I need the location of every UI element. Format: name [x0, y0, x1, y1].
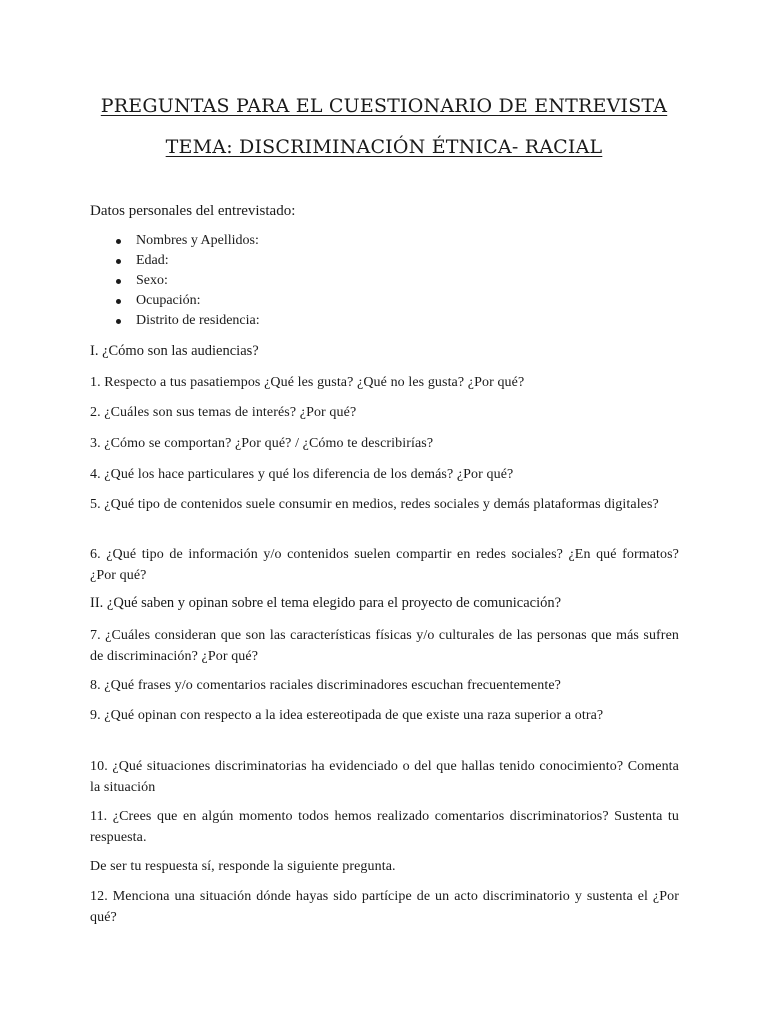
document-title-text: PREGUNTAS PARA EL CUESTIONARIO DE ENTREVISTA: [100, 95, 668, 117]
list-item-label: Nombres y Apellidos:: [136, 233, 259, 248]
document-title: [0, 95, 768, 117]
list-item-label: Distrito de residencia:: [136, 313, 260, 328]
question-7: 7. ¿Cuáles consideran que son las características físicas y/o culturales de las personas que más sufren de discriminación? ¿Por qué?: [90, 628, 679, 664]
document-subtitle: [0, 136, 768, 158]
list-item: [90, 271, 260, 291]
list-item: [90, 231, 260, 251]
list-item-label: Edad:: [136, 253, 169, 268]
bullet-icon: [116, 279, 121, 284]
personal-data-list: [90, 231, 260, 331]
question-12: 12. Menciona una situación dónde hayas sido partícipe de un acto discriminatorio y sustenta el ¿Por qué?: [90, 889, 679, 925]
question-11: 11. ¿Crees que en algún momento todos hemos realizado comentarios discriminatorios? Sustenta tu respuesta.: [90, 809, 679, 845]
question-1: 1. Respecto a tus pasatiempos ¿Qué les gusta? ¿Qué no les gusta? ¿Por qué?: [90, 375, 525, 390]
document-subtitle-text: TEMA: DISCRIMINACIÓN ÉTNICA- RACIAL: [165, 136, 603, 158]
list-item: [90, 251, 260, 271]
list-item: [90, 291, 260, 311]
question-4: 4. ¿Qué los hace particulares y qué los diferencia de los demás? ¿Por qué?: [90, 467, 514, 482]
section-heading-audiences: I. ¿Cómo son las audiencias?: [90, 343, 259, 359]
question-8: 8. ¿Qué frases y/o comentarios raciales discriminadores escuchan frecuentemente?: [90, 678, 561, 693]
bullet-icon: [116, 319, 121, 324]
question-3: 3. ¿Cómo se comportan? ¿Por qué? / ¿Cómo te describirías?: [90, 436, 434, 451]
list-item: [90, 311, 260, 331]
bullet-icon: [116, 259, 121, 264]
personal-data-heading: Datos personales del entrevistado:: [90, 203, 296, 219]
bullet-icon: [116, 299, 121, 304]
bullet-icon: [116, 239, 121, 244]
question-2: 2. ¿Cuáles son sus temas de interés? ¿Por qué?: [90, 405, 357, 420]
list-item-label: Sexo:: [136, 273, 168, 288]
list-item-label: Ocupación:: [136, 293, 201, 308]
question-10: 10. ¿Qué situaciones discriminatorias ha evidenciado o del que hallas tenido conocimiento? Comenta la situación: [90, 759, 679, 795]
conditional-note: De ser tu respuesta sí, responde la siguiente pregunta.: [90, 859, 396, 874]
question-6: 6. ¿Qué tipo de información y/o contenidos suelen compartir en redes sociales? ¿En qué formatos? ¿Por qué?: [90, 547, 679, 583]
question-9: 9. ¿Qué opinan con respecto a la idea estereotipada de que existe una raza superior a otra?: [90, 708, 604, 723]
question-5: 5. ¿Qué tipo de contenidos suele consumir en medios, redes sociales y demás plataformas digitales?: [90, 497, 659, 512]
section-heading-opinions: II. ¿Qué saben y opinan sobre el tema elegido para el proyecto de comunicación?: [90, 595, 562, 611]
